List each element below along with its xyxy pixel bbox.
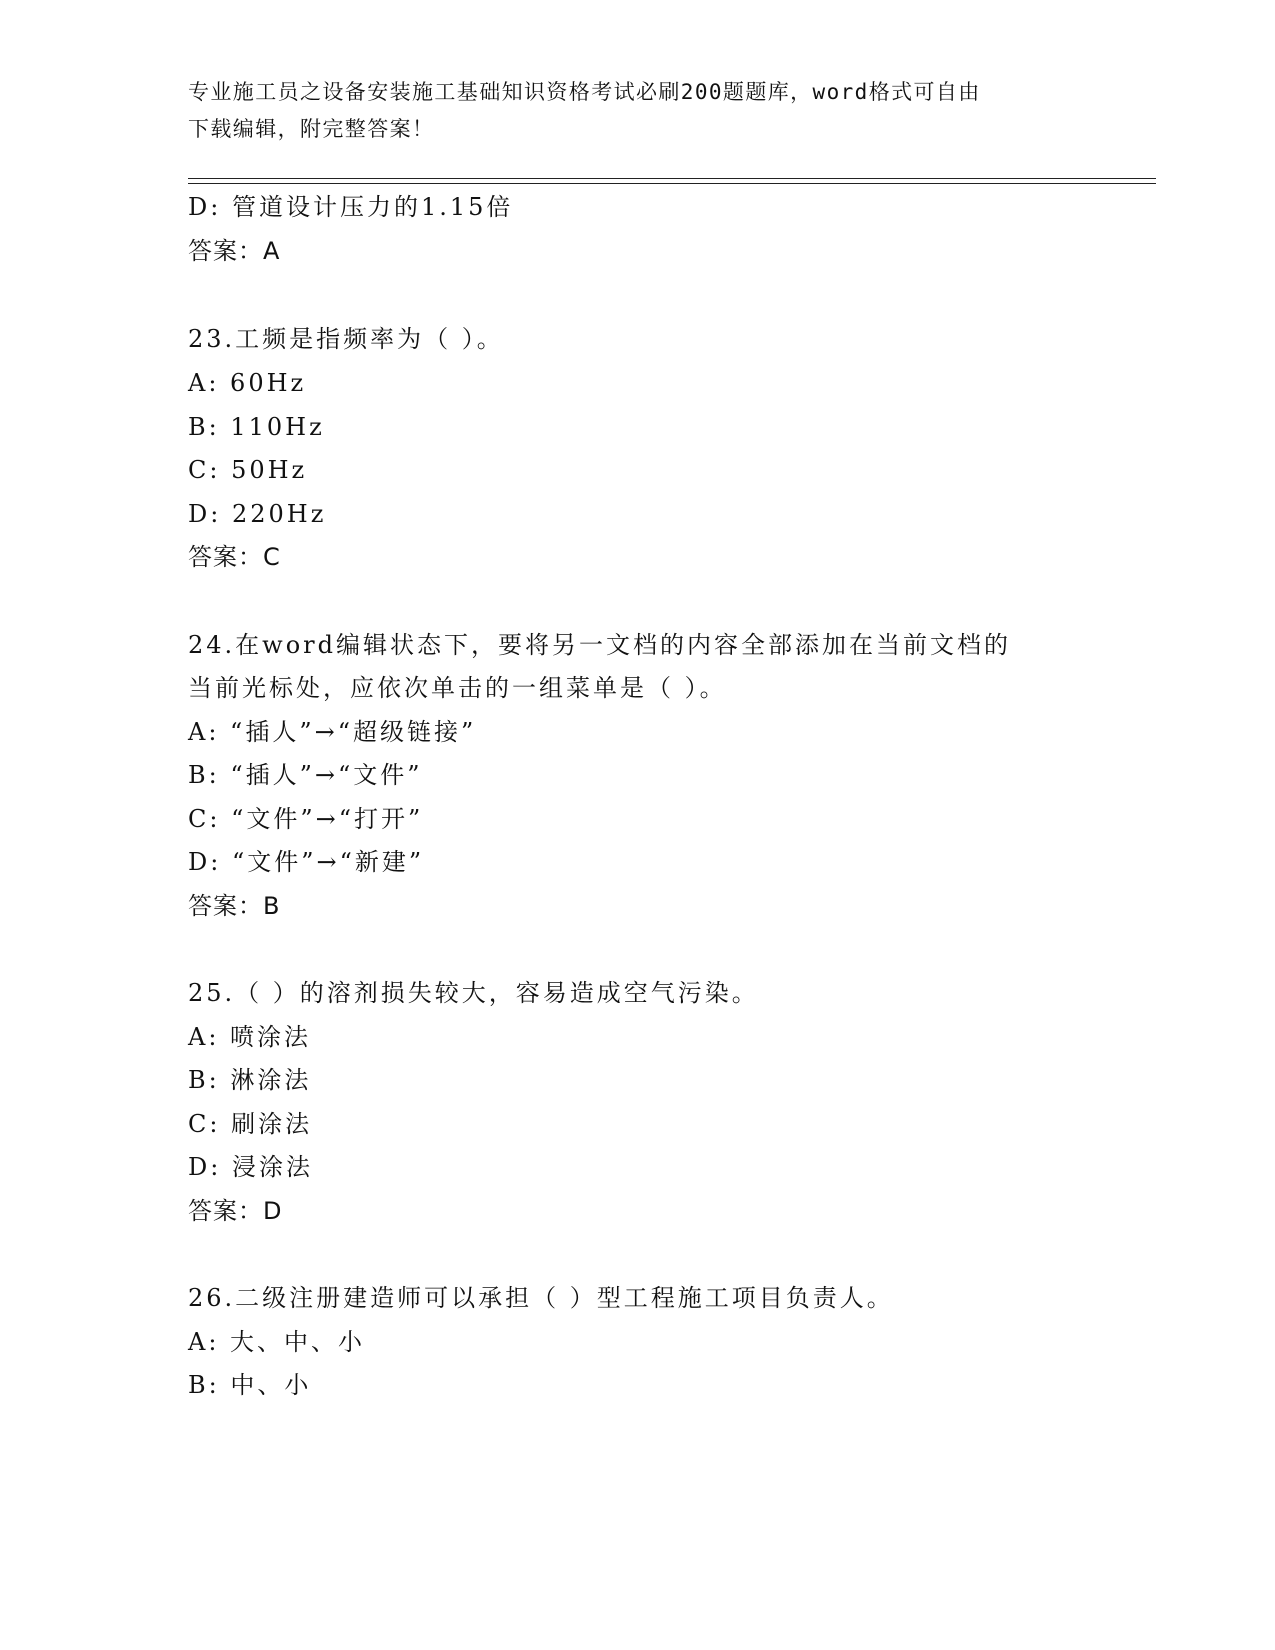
q24-option-c: C: “文件”→“打开”	[188, 805, 424, 833]
q24-stem-line-1: 24.在word编辑状态下，要将另一文档的内容全部添加在当前文档的	[188, 631, 1011, 659]
prev-option-d: D: 管道设计压力的1.15倍	[188, 193, 514, 221]
q24-option-a: A: “插人”→“超级链接”	[188, 718, 477, 746]
header-line-1: 专业施工员之设备安装施工基础知识资格考试必刷200题题库，word格式可自由	[188, 80, 981, 104]
document-header	[188, 74, 1088, 148]
q23-option-c: C: 50Hz	[188, 456, 308, 484]
q26-option-b: B: 中、小	[188, 1371, 312, 1399]
q26-option-a: A: 大、中、小	[188, 1328, 366, 1356]
q23-option-a: A: 60Hz	[188, 369, 307, 397]
prev-answer: 答案：A	[188, 237, 281, 265]
q25-option-b: B: 淋涂法	[188, 1066, 312, 1094]
q25-stem: 25.（ ）的溶剂损失较大，容易造成空气污染。	[188, 979, 759, 1007]
q25-answer: 答案：D	[188, 1197, 283, 1225]
q23-answer: 答案：C	[188, 543, 281, 571]
q23-stem: 23.工频是指频率为（ ）。	[188, 325, 504, 353]
q26-stem: 26.二级注册建造师可以承担（ ）型工程施工项目负责人。	[188, 1284, 894, 1312]
q24-answer: 答案：B	[188, 892, 281, 920]
header-line-2: 下载编辑，附完整答案！	[188, 117, 435, 141]
q25-option-a: A: 喷涂法	[188, 1023, 312, 1051]
q23-option-d: D: 220Hz	[188, 500, 327, 528]
header-divider-bottom	[188, 183, 1156, 184]
header-divider-top	[188, 178, 1156, 179]
q24-option-b: B: “插人”→“文件”	[188, 761, 423, 789]
q23-option-b: B: 110Hz	[188, 413, 325, 441]
q25-option-c: C: 刷涂法	[188, 1110, 313, 1138]
q24-option-d: D: “文件”→“新建”	[188, 848, 425, 876]
q25-option-d: D: 浸涂法	[188, 1153, 313, 1181]
q24-stem-line-2: 当前光标处，应依次单击的一组菜单是（ ）。	[188, 674, 727, 702]
